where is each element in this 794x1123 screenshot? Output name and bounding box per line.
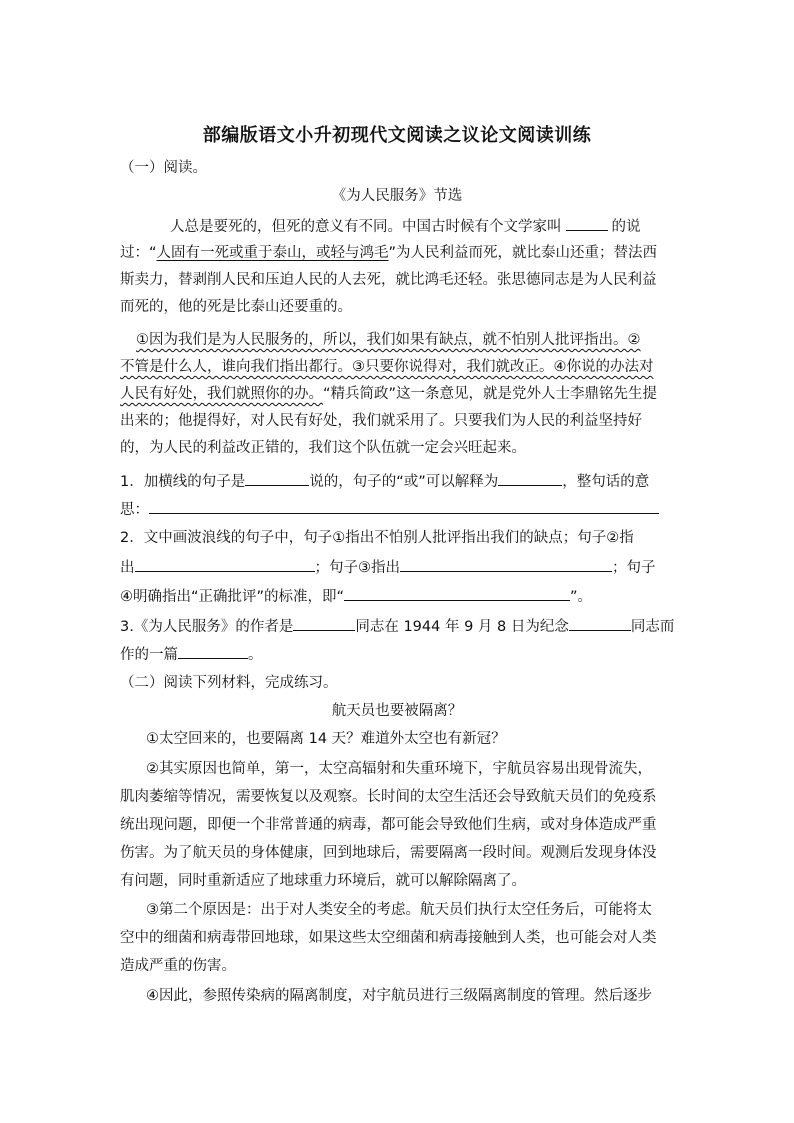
- passage-line: 肌肉萎缩等情况，需要恢复以及观察。长时间的太空生活还会导致航天员们的免疫系: [120, 789, 657, 805]
- wavy-sentence-line: 不管是什么人，谁向我们指出都行。③只要你说得对，我们就改正。④你说的办法对: [120, 359, 654, 375]
- wavy-sentence-line: ①因为我们是为人民服务的，所以，我们如果有缺点，就不怕别人批评指出。②: [136, 332, 641, 348]
- passage-line: 造成严重的伤害。: [120, 958, 236, 974]
- section-2-subtitle: 航天员也要被隔离？: [331, 703, 463, 719]
- passage-line: ①太空回来的，也要隔离 14 天？难道外太空也有新冠？: [146, 731, 506, 747]
- answer-blank[interactable]: [293, 616, 355, 631]
- passage-line: 的，为人民的利益改正错的，我们这个队伍就一定会兴旺起来。: [120, 440, 526, 456]
- question-1-cont: 思：: [120, 499, 659, 520]
- underlined-sentence: 人固有一死或重于泰山，或轻与鸿毛: [156, 245, 389, 261]
- passage-line: ②其实原因也简单，第一，太空高辐射和失重环境下，宇航员容易出现骨流失，: [146, 761, 652, 777]
- passage-line: 人总是要死的，但死的意义有不同。中国古时候有个文学家叫 的说: [170, 216, 641, 237]
- passage-line: 出来的；他提得好，对人民有好处，我们就采用了。只要我们为人民的利益坚持好: [120, 413, 642, 429]
- section-1-subtitle: 《为人民服务》节选: [331, 188, 463, 204]
- passage-line: 而死的，他的死是比泰山还要重的。: [120, 299, 352, 315]
- passage-line: 空中的细菌和病毒带回地球，如果这些太空细菌和病毒接触到人类，也可能会对人类: [120, 930, 657, 946]
- passage-line: ④因此，参照传染病的隔离制度，对宇航员进行三级隔离制度的管理。然后逐步: [146, 988, 652, 1004]
- wavy-sentence: 人民有好处，我们就照你的办。: [120, 386, 323, 402]
- answer-blank[interactable]: [566, 216, 608, 231]
- answer-blank[interactable]: [498, 471, 562, 486]
- question-2-cont: 出 ；句子③指出 ；句子: [120, 557, 656, 578]
- question-3-cont: 作的一篇 。: [120, 644, 263, 665]
- passage-line: 斯卖力，替剥削人民和压迫人民的人去死，就比鸿毛还轻。张思德同志是为人民利益: [120, 272, 657, 288]
- answer-blank[interactable]: [178, 644, 248, 659]
- passage-line: 人民有好处，我们就照你的办。“精兵简政”这一条意见，就是党外人士李鼎铭先生提: [120, 386, 658, 402]
- passage-line: 有问题，同时重新适应了地球重力环境后，就可以解除隔离了。: [120, 873, 526, 889]
- section-1-heading: （一）阅读。: [120, 160, 207, 176]
- answer-blank[interactable]: [569, 616, 631, 631]
- answer-blank[interactable]: [135, 557, 315, 572]
- page-title: 部编版语文小升初现代文阅读之议论文阅读训练: [202, 125, 592, 146]
- passage-line: 伤害。为了航天员的身体健康，回到地球后，需要隔离一段时间。观测后发现身体没: [120, 845, 657, 861]
- passage-line: 过：“人固有一死或重于泰山，或轻与鸿毛”为人民利益而死，就比泰山还重；替法西: [120, 245, 658, 261]
- question-1: 1．加横线的句子是 说的，句子的“或”可以解释为 ，整句话的意: [120, 471, 649, 492]
- answer-blank[interactable]: [344, 586, 570, 601]
- section-2-heading: （二）阅读下列材料，完成练习。: [120, 675, 338, 691]
- question-3: 3.《为人民服务》的作者是 同志在 1944 年 9 月 8 日为纪念 同志而: [120, 616, 674, 637]
- answer-blank[interactable]: [149, 499, 659, 514]
- passage-line: ③第二个原因是：出于对人类安全的考虑。航天员们执行太空任务后，可能将太: [146, 902, 652, 918]
- answer-blank[interactable]: [245, 471, 309, 486]
- question-2: 2．文中画波浪线的句子中，句子①指出不怕别人批评指出我们的缺点；句子②指: [120, 530, 634, 546]
- answer-blank[interactable]: [400, 557, 612, 572]
- passage-line: 统出现问题，即便一个非常普通的病毒，都可能会导致他们生病，或对身体造成严重: [120, 817, 657, 833]
- question-2-cont: ④明确指出“正确批评”的标准，即“ ”。: [120, 586, 592, 607]
